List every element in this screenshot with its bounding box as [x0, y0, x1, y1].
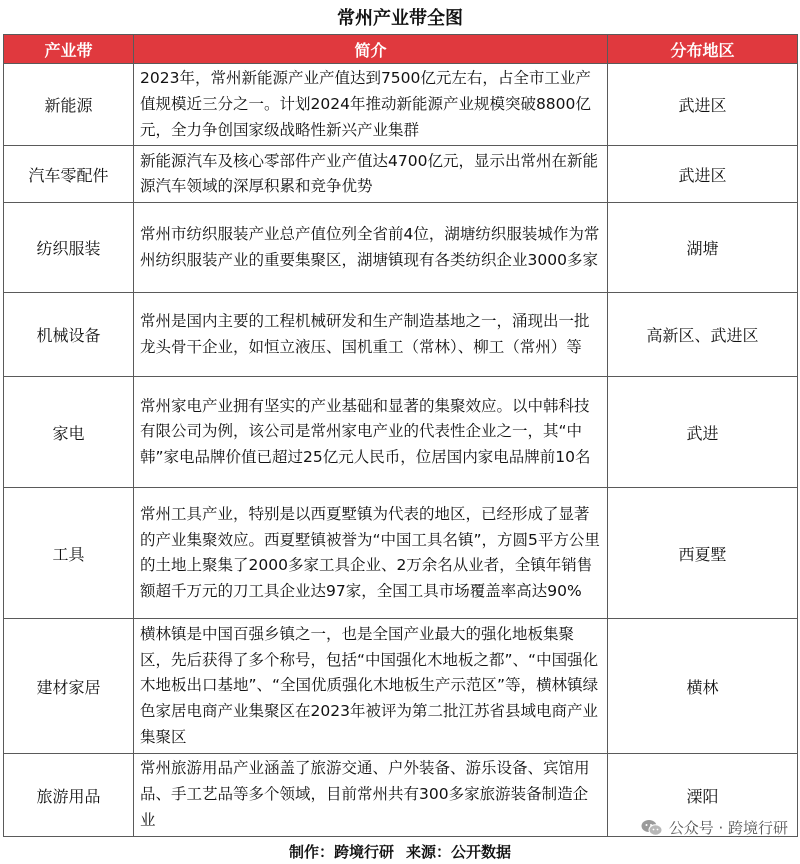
row-area: 武进区: [608, 64, 798, 146]
row-description: 2023年，常州新能源产业产值达到7500亿元左右，占全市工业产值规模近三分之一。计划2024年推动新能源产业规模突破8800亿元，全力争创国家级战略性新兴产业集群: [134, 64, 608, 146]
footer: [0, 838, 800, 864]
row-description: 常州是国内主要的工程机械研发和生产制造基地之一，涌现出一批龙头骨干企业，如恒立液压、国机重工（常林）、柳工（常州）等: [134, 293, 608, 377]
table-row: [4, 488, 798, 619]
row-description: 常州旅游用品产业涵盖了旅游交通、户外装备、游乐设备、宾馆用品、手工艺品等多个领域，目前常州共有300多家旅游装备制造企业: [134, 754, 608, 836]
header-category: 产业带: [4, 35, 134, 64]
row-description: 常州工具产业，特别是以西夏墅镇为代表的地区，已经形成了显著的产业集聚效应。西夏墅镇被誉为“中国工具名镇”，方圆5平方公里的土地上聚集了2000多家工具企业、2万余名从业者，全镇年销售额超千万元的刀工具企业达97家，全国工具市场覆盖率高达90%: [134, 488, 608, 619]
row-description: 常州市纺织服装产业总产值位列全省前4位，湖塘纺织服装城作为常州纺织服装产业的重要集聚区，湖塘镇现有各类纺织企业3000多家: [134, 203, 608, 293]
wechat-watermark: [641, 817, 788, 838]
wechat-watermark-label: 公众号 · 跨境行研: [668, 819, 788, 837]
row-category: 旅游用品: [4, 754, 134, 836]
wechat-icon: [641, 819, 663, 837]
row-category: 汽车零配件: [4, 146, 134, 203]
table-row: [4, 203, 798, 293]
footer-source: 来源：公开数据: [406, 842, 512, 861]
table-header-row: [4, 35, 798, 64]
table-row: [4, 293, 798, 377]
row-category: 建材家居: [4, 619, 134, 754]
page-title: 常州产业带全图: [337, 8, 463, 29]
row-area: 武进区: [608, 146, 798, 203]
row-category: 新能源: [4, 64, 134, 146]
table-row: [4, 377, 798, 488]
table-row: [4, 64, 798, 146]
row-area: 溧阳: [608, 754, 798, 836]
row-description: 常州家电产业拥有坚实的产业基础和显著的集聚效应。以中韩科技有限公司为例，该公司是常州家电产业的代表性企业之一，其“中韩”家电品牌价值已超过25亿元人民币，位居国内家电品牌前10名: [134, 377, 608, 488]
table-row: [4, 619, 798, 754]
row-area: 横林: [608, 619, 798, 754]
row-description: 横林镇是中国百强乡镇之一，也是全国产业最大的强化地板集聚区，先后获得了多个称号，包括“中国强化木地板之都”、“中国强化木地板出口基地”、“全国优质强化木地板生产示范区”等，横林镇绿色家居电商产业集聚区在2023年被评为第二批江苏省县域电商产业集聚区: [134, 619, 608, 754]
row-area: 高新区、武进区: [608, 293, 798, 377]
row-category: 纺织服装: [4, 203, 134, 293]
row-category: 工具: [4, 488, 134, 619]
header-description: 简介: [134, 35, 608, 64]
row-area: 武进: [608, 377, 798, 488]
row-category: 机械设备: [4, 293, 134, 377]
table-row: [4, 146, 798, 203]
header-area: 分布地区: [608, 35, 798, 64]
industry-table: [3, 34, 798, 837]
row-area: 湖塘: [608, 203, 798, 293]
footer-maker: 制作：跨境行研: [288, 842, 394, 861]
row-area: 西夏墅: [608, 488, 798, 619]
row-category: 家电: [4, 377, 134, 488]
row-description: 新能源汽车及核心零部件产业产值达4700亿元，显示出常州在新能源汽车领域的深厚积累和竞争优势: [134, 146, 608, 203]
